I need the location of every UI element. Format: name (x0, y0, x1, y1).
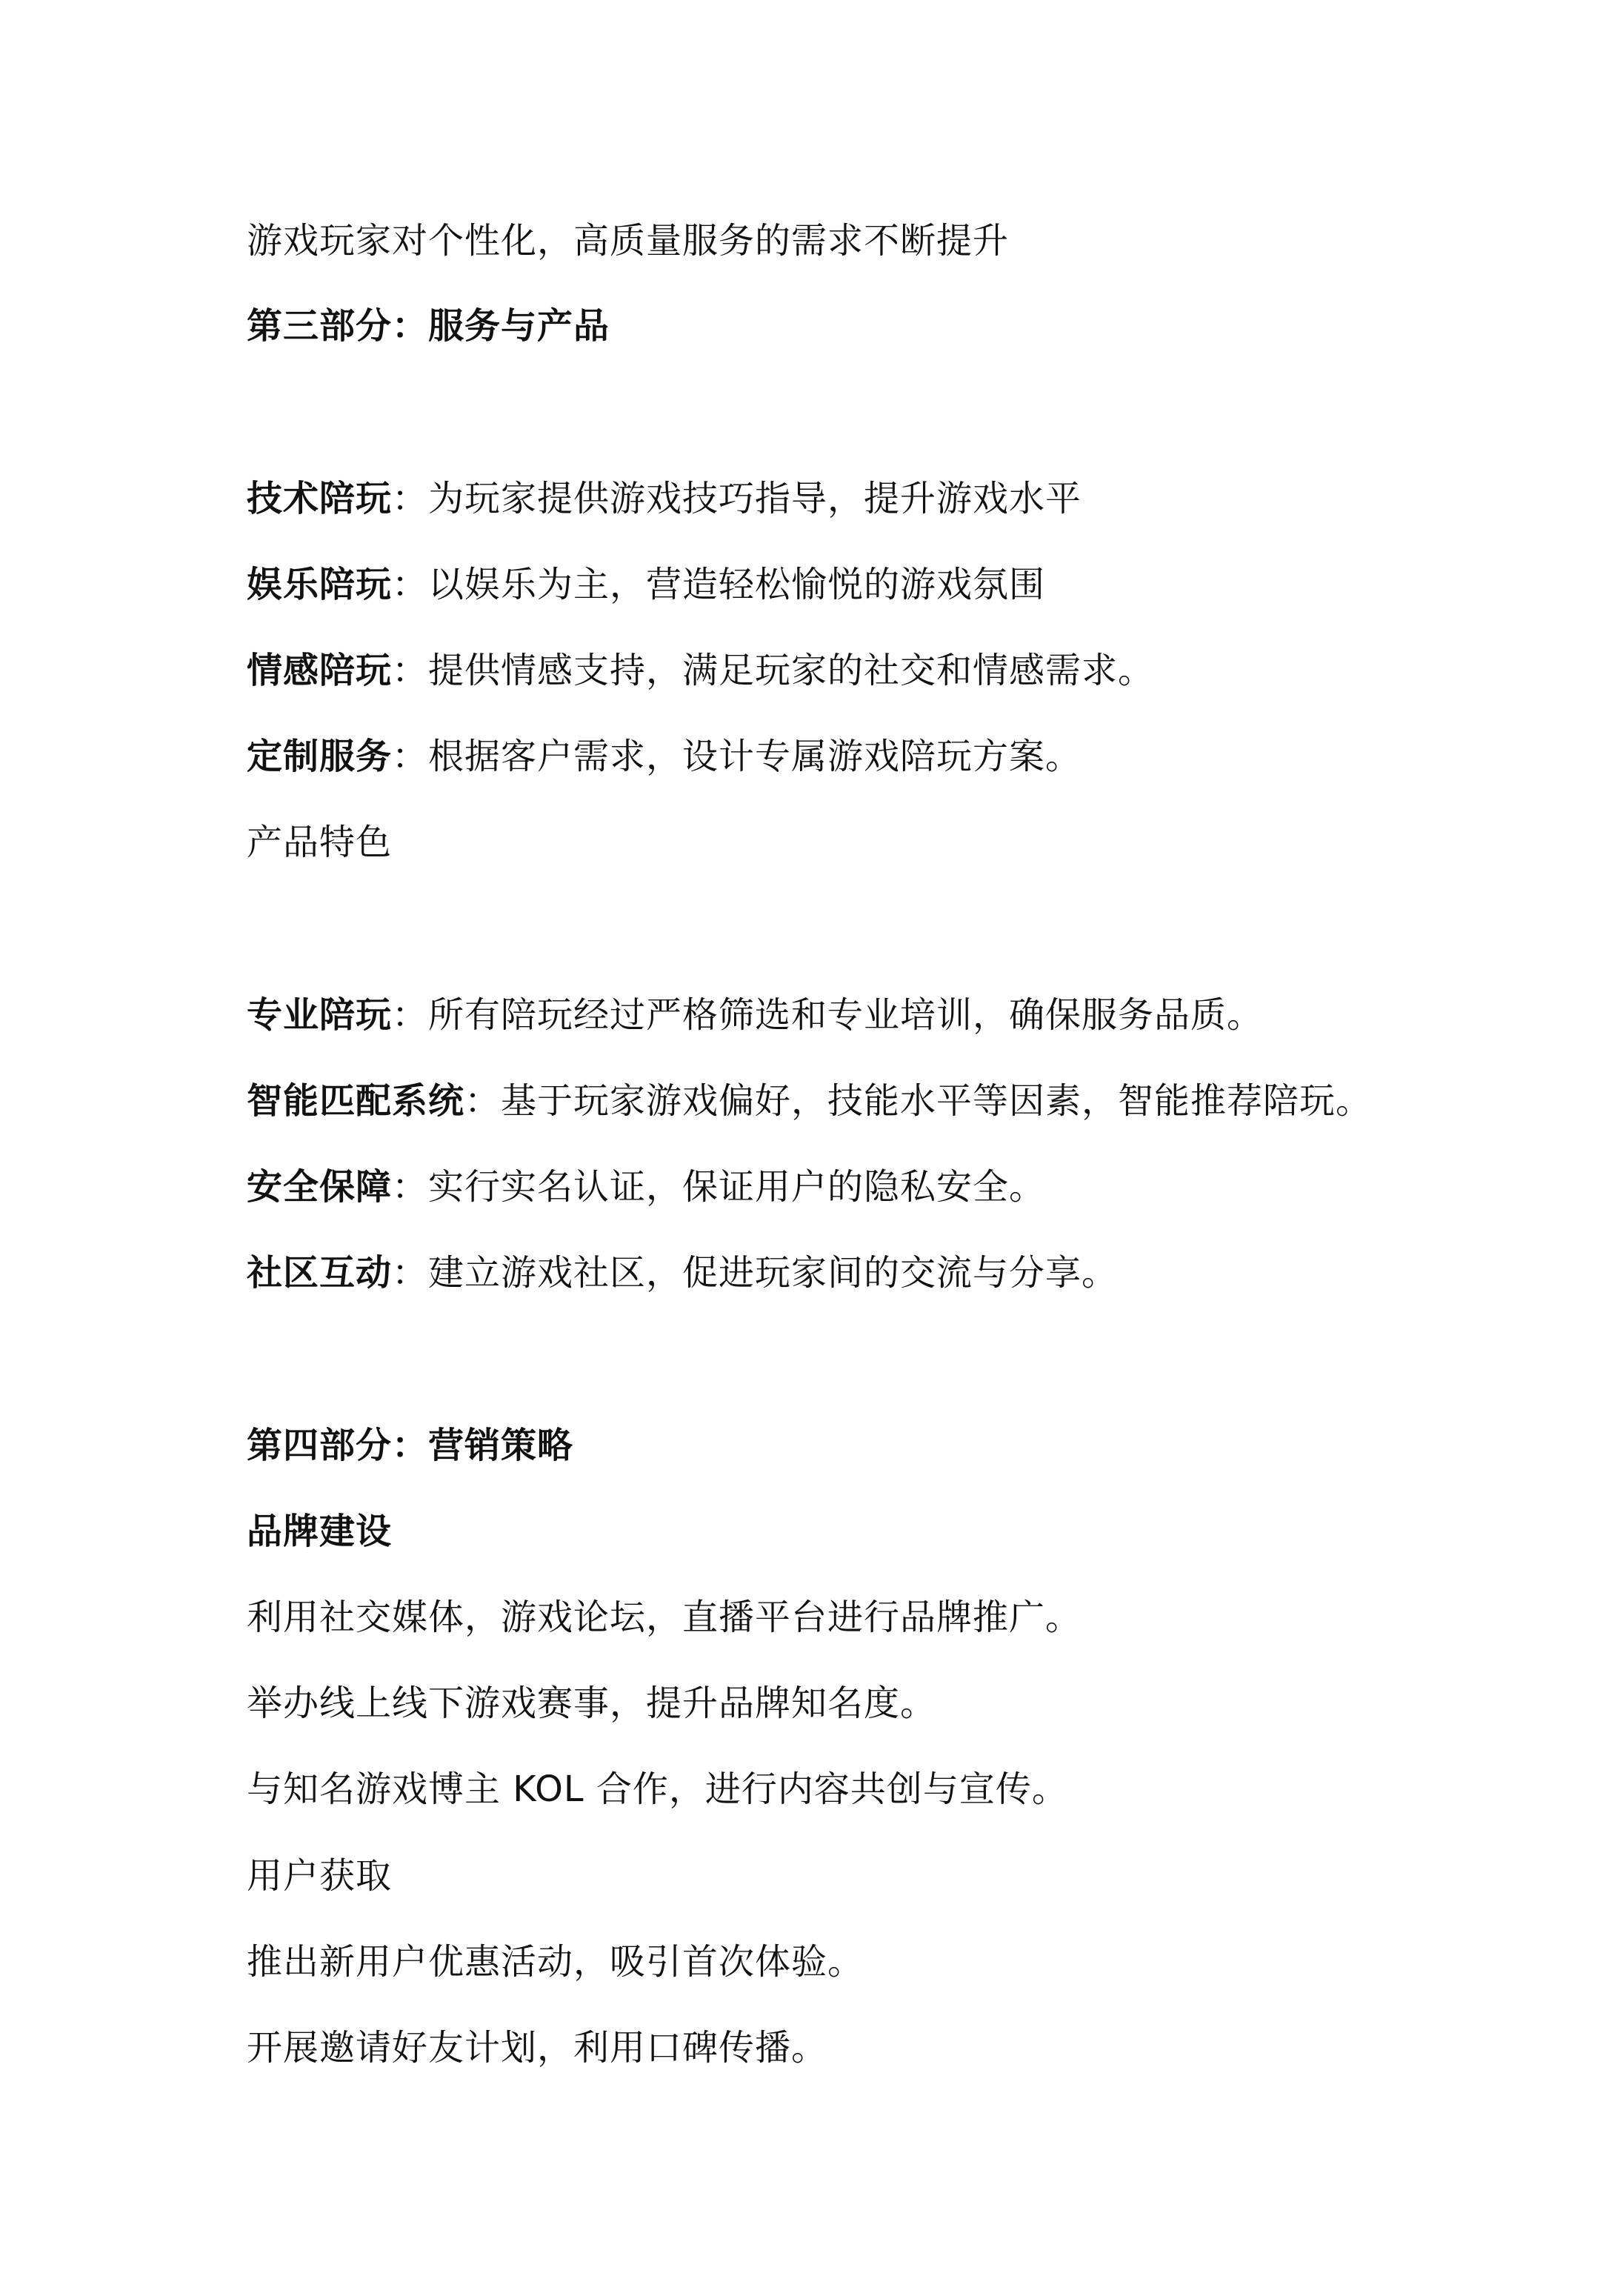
feature-separator: ： (392, 1166, 429, 1208)
section-3-heading: 第三部分：服务与产品 (247, 305, 610, 347)
service-description: 以娱乐为主，营造轻松愉悦的游戏氛围 (428, 564, 1046, 605)
feature-description: 基于玩家游戏偏好，技能水平等因素，智能推荐陪玩。 (501, 1080, 1373, 1122)
acquisition-item: 推出新用户优惠活动，吸引首次体验。 (247, 1941, 864, 1983)
feature-separator: ： (464, 1080, 501, 1122)
feature-term: 社区互动 (247, 1252, 393, 1294)
feature-term: 专业陪玩 (247, 994, 393, 1036)
brand-item: 利用社交媒体，游戏论坛，直播平台进行品牌推广。 (247, 1597, 1082, 1638)
user-acquisition-heading: 用户获取 (247, 1855, 393, 1897)
service-term: 情感陪玩 (247, 650, 393, 691)
feature-item-community (247, 1251, 1118, 1295)
feature-term: 安全保障 (247, 1166, 393, 1208)
service-description: 为玩家提供游戏技巧指导，提升游戏水平 (428, 478, 1082, 519)
feature-description: 实行实名认证，保证用户的隐私安全。 (428, 1166, 1046, 1208)
feature-separator: ： (392, 994, 429, 1036)
service-separator: ： (392, 650, 429, 691)
intro-paragraph: 游戏玩家对个性化，高质量服务的需求不断提升 (247, 220, 1010, 262)
feature-description: 所有陪玩经过严格筛选和专业培训，确保服务品质。 (428, 994, 1264, 1036)
feature-item-safety (247, 1165, 1045, 1209)
service-description: 根据客户需求，设计专属游戏陪玩方案。 (428, 736, 1082, 777)
feature-item-smart-matching (247, 1079, 1372, 1123)
service-item-custom (247, 734, 1082, 779)
service-item-technical (247, 476, 1082, 521)
service-term: 娱乐陪玩 (247, 564, 393, 605)
brand-item: 举办线上线下游戏赛事，提升品牌知名度。 (247, 1683, 937, 1724)
section-4-heading: 第四部分：营销策略 (247, 1425, 574, 1466)
acquisition-item: 开展邀请好友计划，利用口碑传播。 (247, 2027, 828, 2069)
feature-item-professional (247, 993, 1263, 1037)
service-separator: ： (392, 564, 429, 605)
service-separator: ： (392, 736, 429, 777)
feature-description: 建立游戏社区，促进玩家间的交流与分享。 (428, 1252, 1119, 1294)
service-item-emotional (247, 648, 1154, 693)
service-term: 定制服务 (247, 736, 393, 777)
service-item-entertainment (247, 562, 1045, 607)
service-separator: ： (392, 478, 429, 519)
brand-item: 与知名游戏博主 KOL 合作，进行内容共创与宣传。 (247, 1768, 1068, 1810)
service-term: 技术陪玩 (247, 478, 393, 519)
feature-term: 智能匹配系统 (247, 1080, 465, 1122)
service-description: 提供情感支持，满足玩家的社交和情感需求。 (428, 650, 1155, 691)
feature-separator: ： (392, 1252, 429, 1294)
features-heading: 产品特色 (247, 822, 393, 863)
brand-building-heading: 品牌建设 (247, 1511, 393, 1552)
